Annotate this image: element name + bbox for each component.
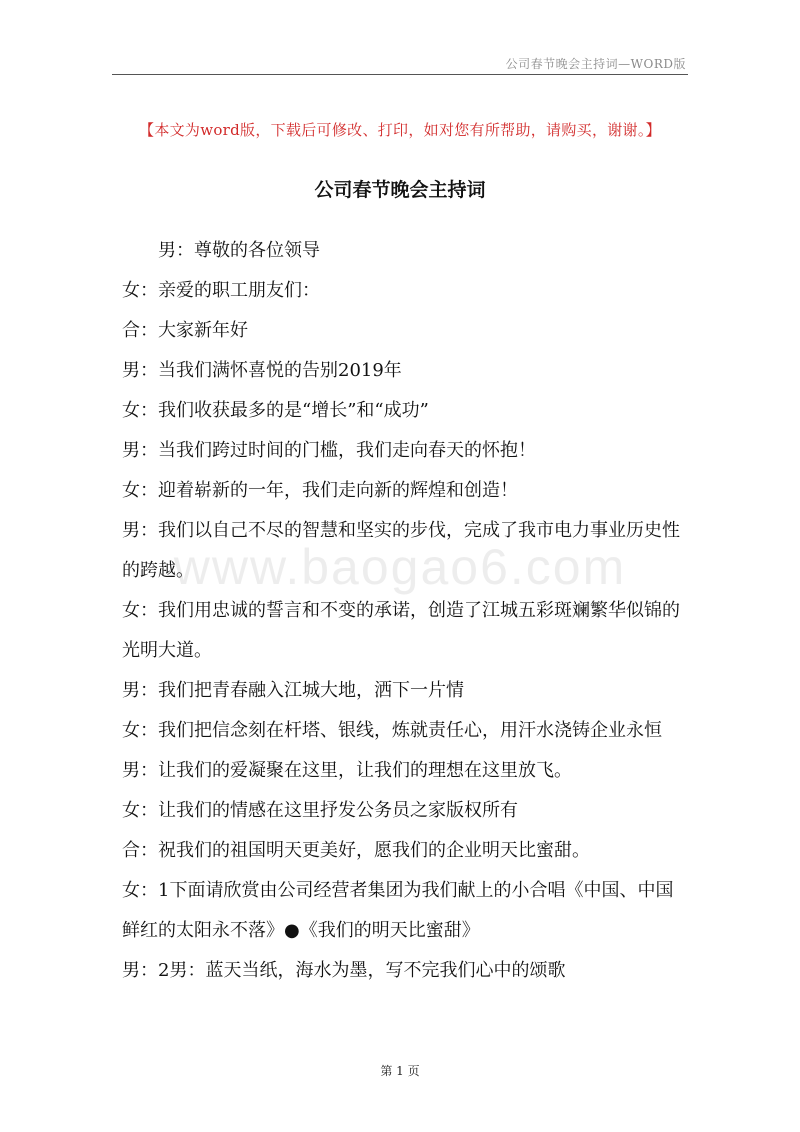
purchase-notice: 【本文为word版，下载后可修改、打印，如对您有所帮助，请购买，谢谢。】	[139, 121, 661, 139]
paragraph: 女：我们收获最多的是“增长”和“成功”	[122, 400, 429, 421]
header-divider	[112, 74, 688, 75]
watermark: www.baogao6.com	[173, 539, 627, 595]
paragraph: 女：我们把信念刻在杆塔、银线，炼就责任心，用汗水浇铸企业永恒	[122, 720, 662, 741]
running-header: 公司春节晚会主持词—WORD版	[505, 57, 686, 71]
paragraph: 男：尊敬的各位领导	[158, 240, 320, 261]
paragraph: 男：我们以自己不尽的智慧和坚实的步伐，完成了我市电力事业历史性的跨越。	[122, 520, 680, 581]
document-title: 公司春节晚会主持词	[314, 179, 486, 201]
paragraph: 男：当我们跨过时间的门槛，我们走向春天的怀抱！	[122, 440, 536, 461]
paragraph: 男：让我们的爱凝聚在这里，让我们的理想在这里放飞。	[122, 760, 572, 781]
paragraph: 男：我们把青春融入江城大地，洒下一片情	[122, 680, 464, 701]
paragraph: 合：大家新年好	[122, 320, 248, 341]
paragraph: 女：亲爱的职工朋友们：	[122, 280, 320, 301]
paragraph: 女：我们用忠诚的誓言和不变的承诺，创造了江城五彩斑斓繁华似锦的光明大道。	[122, 600, 680, 661]
page-number: 第 1 页	[380, 1064, 420, 1078]
paragraph: 女：迎着崭新的一年，我们走向新的辉煌和创造！	[122, 480, 518, 501]
paragraph: 女：1下面请欣赏由公司经营者集团为我们献上的小合唱《中国、中国鲜红的太阳永不落》●《我们的明天比蜜甜》	[122, 880, 674, 941]
paragraph: 女：让我们的情感在这里抒发公务员之家版权所有	[122, 800, 518, 821]
document-body	[122, 231, 688, 991]
paragraph: 男：当我们满怀喜悦的告别2019年	[122, 360, 402, 381]
paragraph: 合：祝我们的祖国明天更美好，愿我们的企业明天比蜜甜。	[122, 840, 590, 861]
paragraph: 男：2男：蓝天当纸，海水为墨，写不完我们心中的颂歌	[122, 960, 566, 981]
